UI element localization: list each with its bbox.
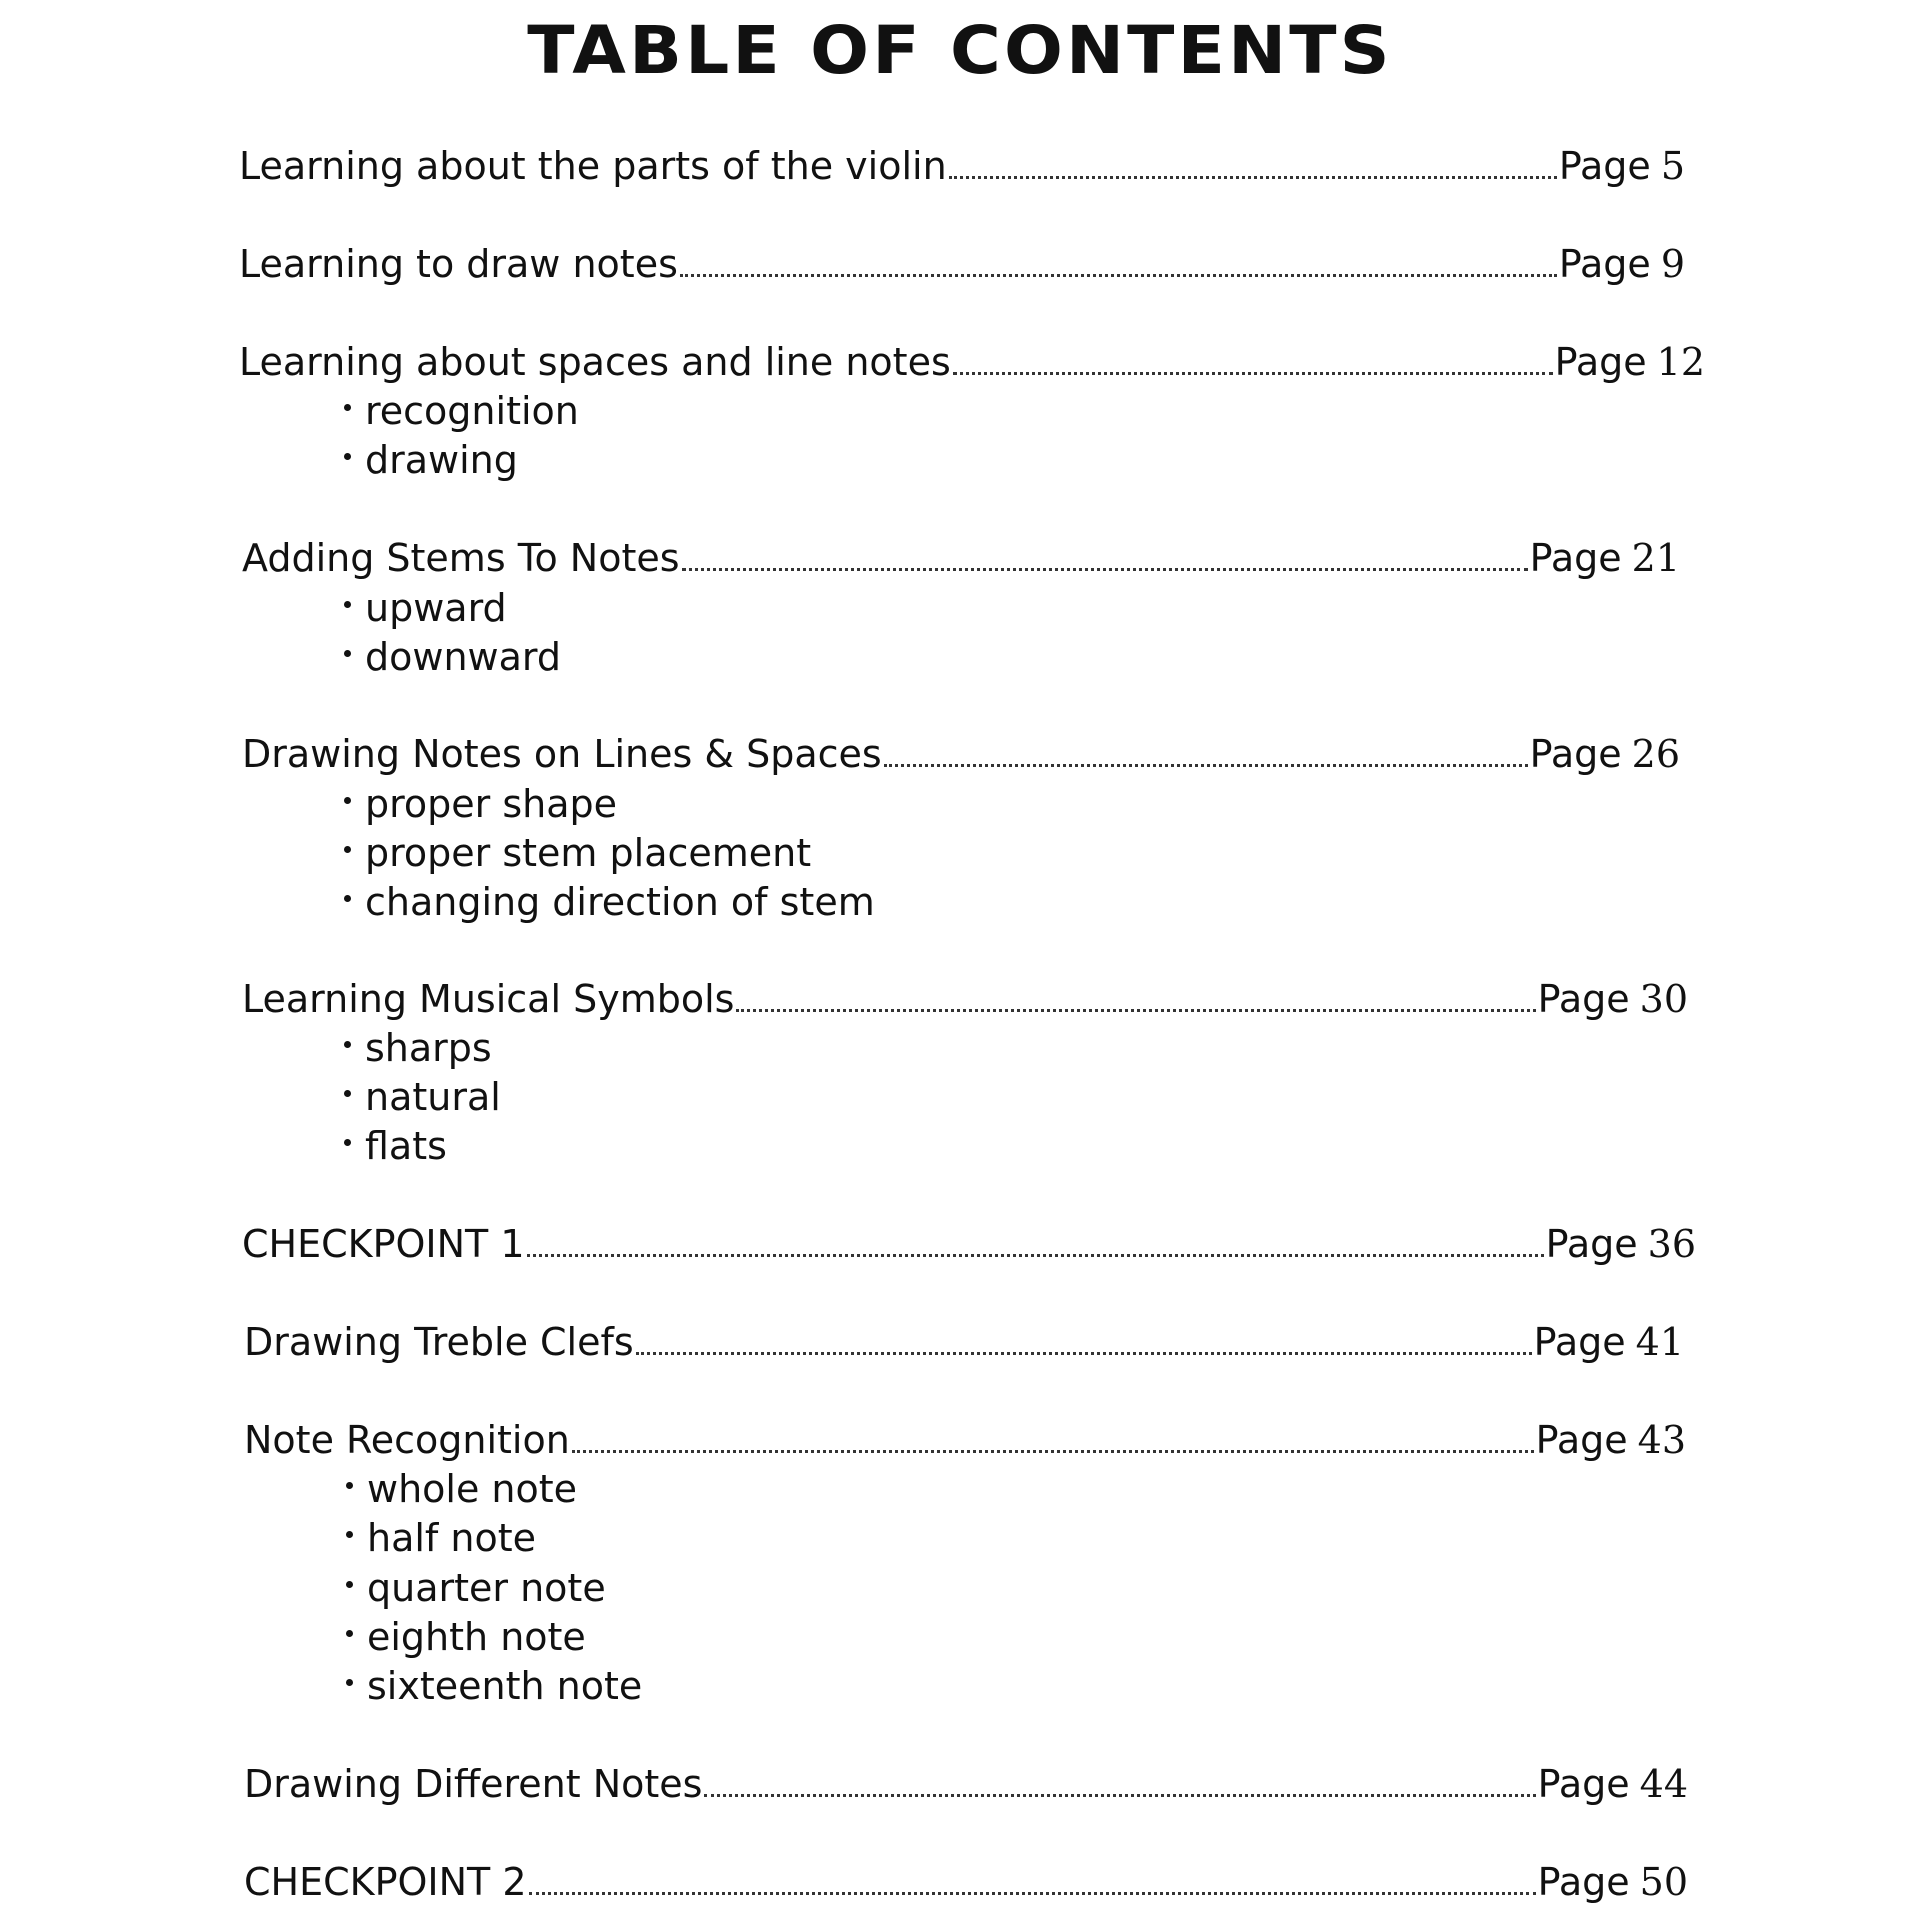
toc-entry (239, 144, 1685, 188)
page-number: 41 (1635, 1320, 1684, 1364)
toc-entry-page (1545, 1222, 1696, 1266)
toc-subitem-label: flats (365, 1124, 447, 1168)
toc-subitem-label: natural (365, 1075, 501, 1119)
toc-subitem-label: proper stem placement (365, 831, 812, 875)
toc-entry-label: Drawing Treble Clefs (244, 1320, 634, 1364)
bullet-icon (344, 895, 351, 902)
bullet-icon (346, 1531, 353, 1538)
page-label: Page (1537, 977, 1630, 1021)
toc-entry-label: Learning about spaces and line notes (239, 340, 951, 384)
toc-subitem-label: upward (365, 586, 507, 630)
toc-subitem-label: changing direction of stem (365, 880, 875, 924)
dot-leader (680, 273, 1557, 277)
toc-entry-label: Learning about the parts of the violin (239, 144, 947, 188)
toc-subitem-label: drawing (365, 438, 518, 482)
page-label: Page (1558, 242, 1651, 286)
dot-leader (949, 175, 1557, 179)
toc-entry (242, 732, 1680, 776)
toc-subitem-label: eighth note (367, 1615, 586, 1659)
dot-leader (736, 1008, 1535, 1012)
dot-leader (527, 1253, 1544, 1257)
toc-subitem (344, 831, 812, 875)
page-number: 43 (1637, 1418, 1686, 1462)
bullet-icon (344, 601, 351, 608)
toc-entry (239, 340, 1705, 384)
bullet-icon (344, 846, 351, 853)
bullet-icon (344, 453, 351, 460)
dot-leader (529, 1891, 1536, 1895)
bullet-icon (344, 1139, 351, 1146)
page-number: 5 (1660, 144, 1685, 188)
toc-subitem (346, 1566, 606, 1610)
toc-entry-label: Learning Musical Symbols (242, 977, 735, 1021)
toc-subitem (346, 1516, 536, 1560)
toc-subitem-label: sharps (365, 1026, 492, 1070)
bullet-icon (346, 1679, 353, 1686)
toc-subitem (344, 1124, 447, 1168)
toc-entry-page (1537, 1860, 1688, 1904)
bullet-icon (346, 1630, 353, 1637)
toc-entry-label: Learning to draw notes (239, 242, 678, 286)
dot-leader (953, 371, 1553, 375)
toc-entry-page (1558, 144, 1685, 188)
toc-entry-page (1529, 536, 1680, 580)
dot-leader (884, 763, 1528, 767)
page-number: 21 (1631, 536, 1680, 580)
toc-entry-page (1537, 977, 1688, 1021)
toc-subitem-label: recognition (365, 389, 579, 433)
toc-subitem (344, 389, 579, 433)
toc-entry (244, 1418, 1686, 1462)
dot-leader (572, 1449, 1534, 1453)
toc-entry-page (1533, 1320, 1684, 1364)
toc-entry (242, 1222, 1696, 1266)
page-label: Page (1533, 1320, 1626, 1364)
toc-subitem (344, 880, 875, 924)
toc-subitem (346, 1615, 586, 1659)
toc-subitem (344, 635, 561, 679)
page-number: 50 (1639, 1860, 1688, 1904)
toc-entry-page (1529, 732, 1680, 776)
page-number: 26 (1631, 732, 1680, 776)
toc-entry (244, 1762, 1688, 1806)
toc-subitem (344, 1075, 501, 1119)
page-number: 9 (1660, 242, 1685, 286)
toc-entry (242, 536, 1680, 580)
toc-subitem (344, 782, 618, 826)
bullet-icon (344, 650, 351, 657)
page-label: Page (1529, 536, 1622, 580)
dot-leader (704, 1793, 1535, 1797)
toc-entry-page (1537, 1762, 1688, 1806)
bullet-icon (346, 1482, 353, 1489)
toc-subitem (344, 1026, 492, 1070)
toc-entry-label: Note Recognition (244, 1418, 570, 1462)
page-label: Page (1545, 1222, 1638, 1266)
page-label: Page (1537, 1860, 1630, 1904)
toc-subitem-label: quarter note (367, 1566, 606, 1610)
page-label: Page (1529, 732, 1622, 776)
toc-subitem (344, 586, 507, 630)
toc-subitem-label: proper shape (365, 782, 618, 826)
page-number: 44 (1639, 1762, 1688, 1806)
page-number: 36 (1647, 1222, 1696, 1266)
toc-entry (242, 977, 1688, 1021)
toc-subitem (346, 1467, 578, 1511)
toc-subitem-label: downward (365, 635, 561, 679)
page-label: Page (1554, 340, 1647, 384)
toc-entry-page (1558, 242, 1685, 286)
toc-entry (244, 1860, 1688, 1904)
page-title: TABLE OF CONTENTS (527, 12, 1393, 89)
toc-entry-label: Drawing Notes on Lines & Spaces (242, 732, 882, 776)
toc-entry-page (1535, 1418, 1686, 1462)
toc-subitem-label: whole note (367, 1467, 578, 1511)
bullet-icon (344, 1090, 351, 1097)
page-number: 30 (1639, 977, 1688, 1021)
toc-subitem (346, 1664, 643, 1708)
page-label: Page (1535, 1418, 1628, 1462)
toc-subitem (344, 438, 518, 482)
toc-entry-page (1554, 340, 1705, 384)
page-label: Page (1537, 1762, 1630, 1806)
toc-entry-label: CHECKPOINT 2 (244, 1860, 527, 1904)
dot-leader (636, 1351, 1532, 1355)
toc-entry-label: Adding Stems To Notes (242, 536, 680, 580)
bullet-icon (346, 1581, 353, 1588)
page-label: Page (1558, 144, 1651, 188)
toc-subitem-label: sixteenth note (367, 1664, 643, 1708)
dot-leader (682, 567, 1528, 571)
page-number: 12 (1656, 340, 1705, 384)
bullet-icon (344, 797, 351, 804)
bullet-icon (344, 404, 351, 411)
toc-entry (239, 242, 1685, 286)
toc-subitem-label: half note (367, 1516, 536, 1560)
toc-entry-label: Drawing Different Notes (244, 1762, 703, 1806)
bullet-icon (344, 1041, 351, 1048)
toc-entry-label: CHECKPOINT 1 (242, 1222, 525, 1266)
toc-entry (244, 1320, 1684, 1364)
